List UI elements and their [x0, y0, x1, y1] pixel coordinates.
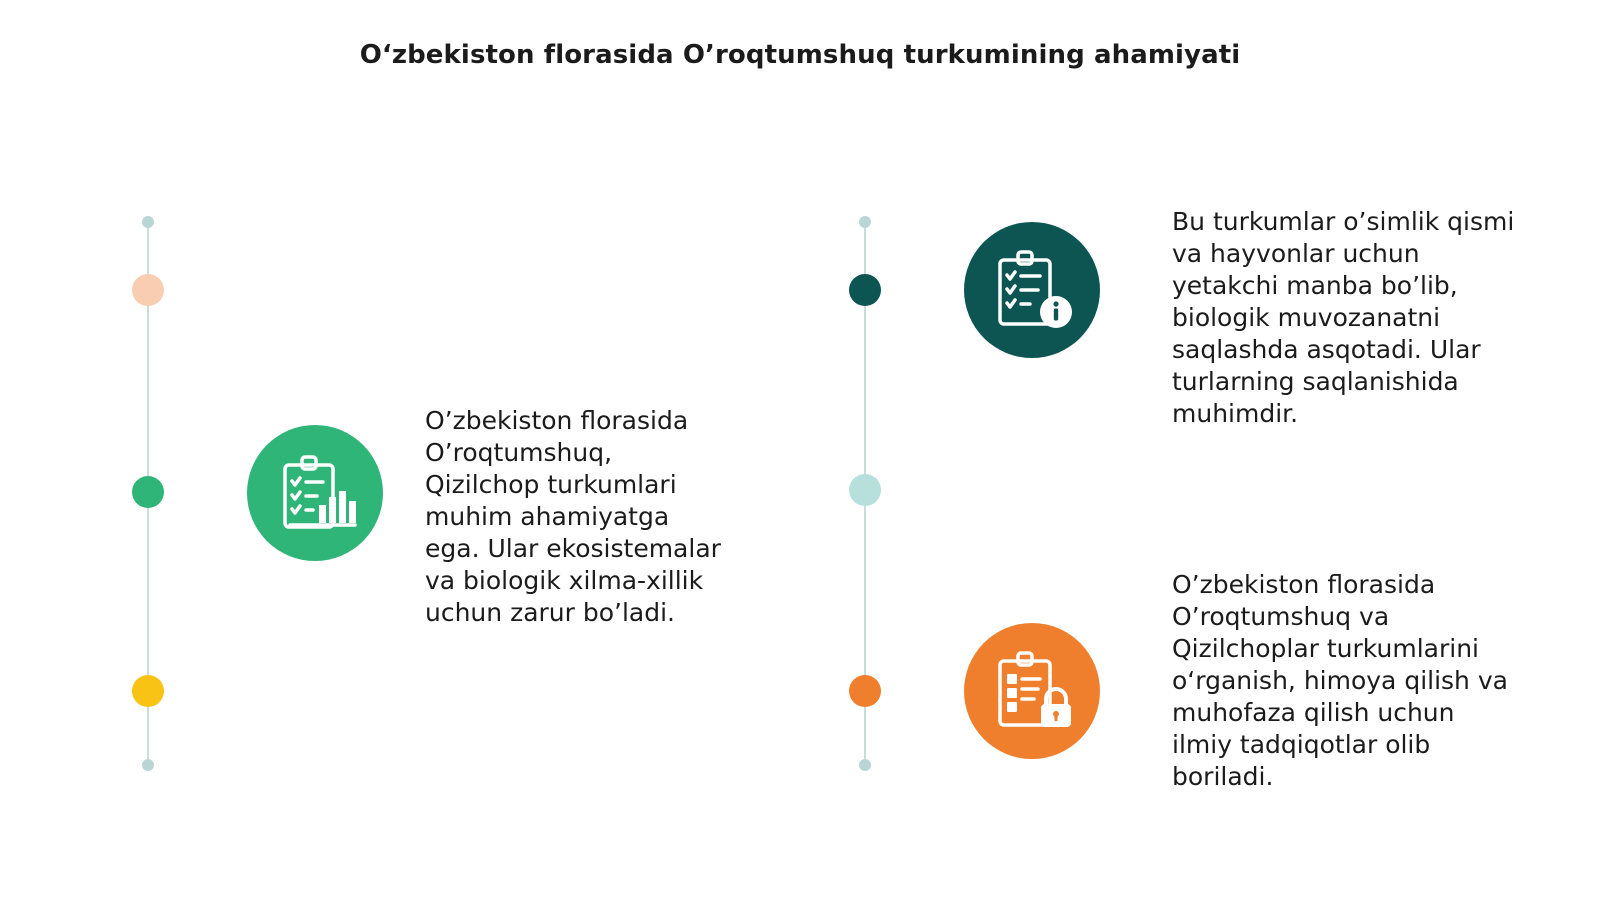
item-text-research-protection: O’zbekiston florasida O’roqtumshuq va Qizilchoplar turkumlarini o‘rganish, himoya qilish va muhofaza qilish uchun ilmiy tadqiqotlar olib boriladi. [1172, 570, 1508, 791]
right-light-teal-dot [849, 474, 881, 506]
page-title: O‘zbekiston florasida O’roqtumshuq turkumining ahamiyati [359, 40, 1241, 70]
right-orange-dot [849, 675, 881, 707]
left-green-dot [132, 476, 164, 508]
clipboard-chart-icon [247, 425, 383, 561]
item-text-food-source: Bu turkumlar o’simlik qismi va hayvonlar uchun yetakchi manba bo’lib, biologik muvozanatni saqlashda asqotadi. Ular turlarning saqlanishida muhimdir. [1172, 207, 1515, 428]
right-line-bottom-end-dot [859, 759, 871, 771]
clipboard-lock-icon [964, 623, 1100, 759]
clipboard-info-icon [964, 222, 1100, 358]
left-line-top-end-dot [142, 216, 154, 228]
right-dark-teal-dot [849, 274, 881, 306]
right-line-top-end-dot [859, 216, 871, 228]
item-text-ecosystem-importance: O’zbekiston florasida O’roqtumshuq, Qizilchop turkumlari muhim ahamiyatga ega. Ular ekosistemalar va biologik xilma-xillik uchun zarur bo’ladi. [425, 406, 721, 627]
left-peach-dot [132, 274, 164, 306]
left-line-bottom-end-dot [142, 759, 154, 771]
left-yellow-dot [132, 675, 164, 707]
